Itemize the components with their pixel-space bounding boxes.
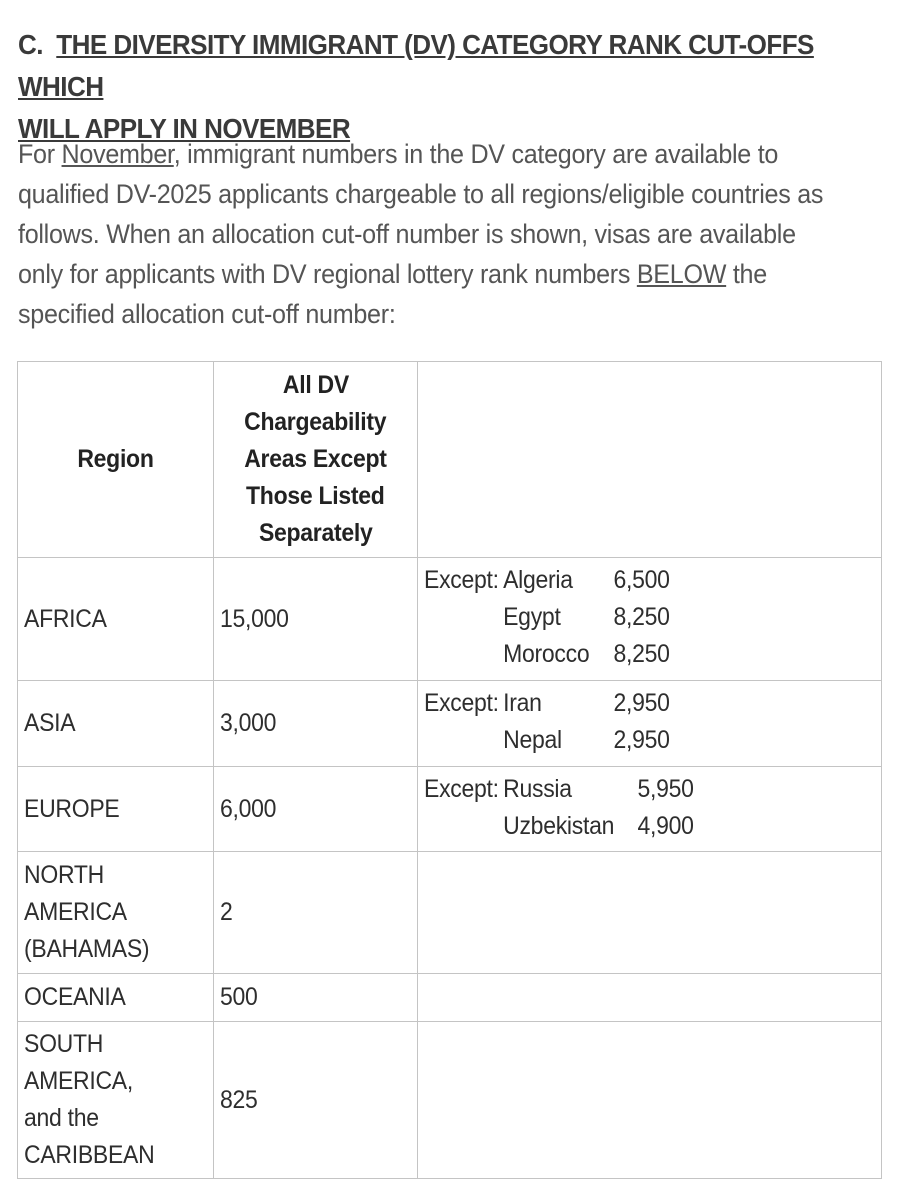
table-header-row	[18, 362, 882, 558]
exception-country: Iran	[503, 689, 542, 717]
header-all-dv: All DV Chargeability Areas Except Those Listed Separately	[214, 362, 418, 558]
intro-part2: , immigrant numbers in the DV category are available to qualified DV-2025 applicants chargeable to all regions/eligible countries as follows. When an allocation cut-off number is shown, visas are available only for applicants with DV regional lottery rank numbers	[18, 139, 824, 289]
region-cell: AFRICA	[18, 558, 214, 681]
table-row	[18, 1022, 882, 1179]
heading-title-line2: WILL APPLY IN NOVEMBER	[18, 113, 351, 144]
table-row	[18, 767, 882, 852]
intro-part3: the specified allocation cut-off number:	[18, 259, 767, 329]
dv-cutoff-table	[17, 361, 882, 1179]
exception-country: Uzbekistan	[503, 812, 615, 840]
heading-title-line1: THE DIVERSITY IMMIGRANT (DV) CATEGORY RANK CUT-OFFS WHICH	[18, 29, 814, 102]
heading-prefix: C.	[18, 29, 43, 60]
cutoff-cell: 500	[214, 974, 418, 1022]
exception-number: 5,950	[637, 775, 694, 803]
section-heading	[18, 24, 827, 150]
exception-country: Russia	[503, 775, 572, 803]
except-label: Except:	[424, 775, 499, 803]
exception-number: 8,250	[613, 640, 670, 668]
header-region: Region	[18, 362, 214, 558]
exceptions-cell	[418, 558, 882, 681]
region-cell: NORTH AMERICA (BAHAMAS)	[18, 852, 214, 974]
table-row	[18, 852, 882, 974]
region-cell: OCEANIA	[18, 974, 214, 1022]
exceptions-cell	[418, 767, 882, 852]
region-cell: SOUTH AMERICA, and the CARIBBEAN	[18, 1022, 214, 1179]
cutoff-cell: 15,000	[214, 558, 418, 681]
table-row	[18, 558, 882, 681]
exception-number: 4,900	[637, 812, 694, 840]
exception-country: Nepal	[503, 726, 562, 754]
table-row	[18, 974, 882, 1022]
exception-number: 8,250	[613, 603, 670, 631]
exception-number: 2,950	[613, 726, 670, 754]
exception-number: 2,950	[613, 689, 670, 717]
intro-month: November	[61, 139, 174, 169]
cutoff-cell: 825	[214, 1022, 418, 1179]
exceptions-cell	[418, 1022, 882, 1179]
exceptions-cell	[418, 974, 882, 1022]
exception-country: Algeria	[503, 566, 573, 594]
region-cell: EUROPE	[18, 767, 214, 852]
except-label: Except:	[424, 566, 499, 594]
intro-part1: For	[18, 139, 62, 169]
region-cell: ASIA	[18, 681, 214, 767]
cutoff-cell: 6,000	[214, 767, 418, 852]
intro-below: BELOW	[636, 259, 727, 289]
table-row	[18, 681, 882, 767]
exceptions-cell	[418, 852, 882, 974]
except-label: Except:	[424, 689, 499, 717]
header-exceptions	[418, 362, 882, 558]
exceptions-cell	[418, 681, 882, 767]
exception-country: Egypt	[503, 603, 561, 631]
cutoff-cell: 3,000	[214, 681, 418, 767]
cutoff-cell: 2	[214, 852, 418, 974]
intro-paragraph	[18, 134, 836, 334]
exception-country: Morocco	[503, 640, 590, 668]
exception-number: 6,500	[613, 566, 670, 594]
